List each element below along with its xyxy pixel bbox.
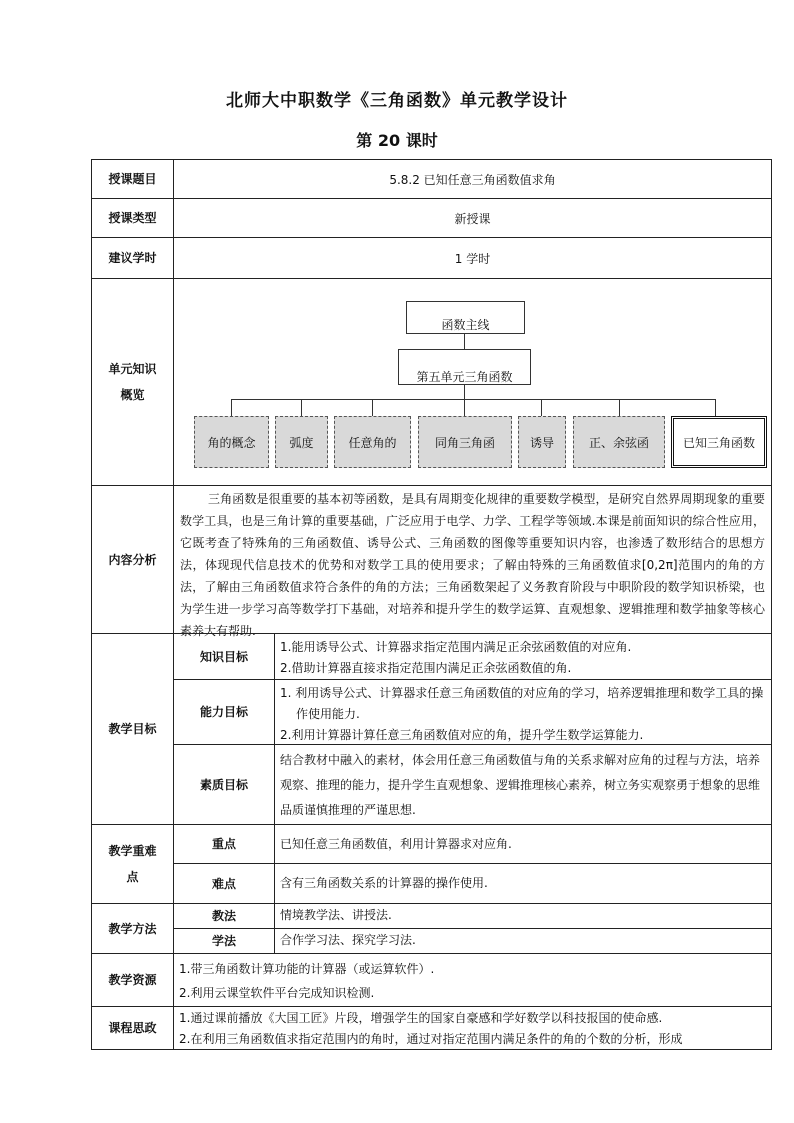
overview-label-text: 单元知识概览 — [108, 362, 157, 402]
knowledge-goal-line: 2.借助计算器直接求指定范围内满足正余弦函数值的角. — [280, 661, 572, 675]
knowledge-goal-label: 知识目标 — [173, 633, 275, 680]
diagram-connector — [541, 399, 542, 416]
resources-label: 教学资源 — [91, 953, 174, 1007]
topic-label: 授课题目 — [91, 159, 174, 199]
diagram-branch-line — [231, 399, 715, 400]
ability-goal-label: 能力目标 — [173, 679, 275, 745]
difficult-point-label: 难点 — [173, 863, 275, 904]
diagram-node: 同角三角函 — [418, 416, 512, 468]
keypoints-label — [91, 824, 174, 904]
diagram-node: 弧度 — [275, 416, 328, 468]
diagram-node-current: 已知三角函数 — [671, 416, 767, 468]
analysis-text: 三角函数是很重要的基本初等函数，是具有周期变化规律的重要数学模型，是研究自然界周期现象的重要数学工具，也是三角计算的重要基础，广泛应用于电学、力学、工程学等领域.本课是前面知识的综合性应用，它既考查了特殊角的三角函数值、诱导公式、三角函数的图像等重要知识内容，也渗透了数形结合的思想方法，体现现代信息技术的优势和对数学工具的使用要求；了解由特殊的三角函数值求[0,2π]范围内的角的方法，了解由三角函数值求符合条件的角的方法；三角函数架起了义务教育阶段与中职阶段的数学知识桥梁，也为学生进一步学习高等数学打下基础，对培养和提升学生的数学运算、直观想象、逻辑推理和数学抽象等核心素养大有帮助. — [173, 485, 772, 634]
ability-goal-line: 2.利用计算器计算任意三角函数值对应的角，提升学生数学运算能力. — [280, 728, 644, 742]
teach-method-text: 情境教学法、讲授法. — [274, 903, 772, 929]
learn-method-text: 合作学习法、探究学习法. — [274, 928, 772, 954]
diagram-node: 任意角的 — [334, 416, 411, 468]
teach-method-label: 教法 — [173, 903, 275, 929]
type-label: 授课类型 — [91, 198, 174, 238]
diagram-node: 诱导 — [518, 416, 566, 468]
diagram-connector — [464, 334, 465, 349]
ability-goal-text — [274, 679, 772, 745]
literacy-goal-label: 素质目标 — [173, 744, 275, 825]
ideology-line: 1.通过课前播放《大国工匠》片段，增强学生的国家自豪感和学好数学以科技报国的使命感. — [179, 1011, 663, 1025]
diagram-unit: 第五单元三角函数 — [398, 349, 531, 385]
knowledge-goal-line: 1.能用诱导公式、计算器求指定范围内满足正余弦函数值的对应角. — [280, 640, 632, 654]
analysis-label: 内容分析 — [91, 485, 174, 634]
key-point-label: 重点 — [173, 824, 275, 864]
ideology-label: 课程思政 — [91, 1006, 174, 1050]
page-title: 北师大中职数学《三角函数》单元教学设计 — [226, 91, 568, 111]
literacy-goal-text: 结合教材中融入的素材，体会用任意三角函数值与角的关系求解对应角的过程与方法，培养观察、推理的能力，提升学生直观想象、逻辑推理核心素养，树立务实观察勇于想象的思维品质谨慎推理的严谨思想. — [274, 744, 772, 825]
diagram-node: 角的概念 — [194, 416, 269, 468]
diagram-connector — [301, 399, 302, 416]
key-point-text: 已知任意三角函数值，利用计算器求对应角. — [274, 824, 772, 864]
knowledge-diagram — [173, 278, 772, 486]
topic-value: 5.8.2 已知任意三角函数值求角 — [173, 159, 772, 199]
diagram-connector — [464, 399, 465, 416]
hours-value: 1 学时 — [173, 237, 772, 279]
hours-label: 建议学时 — [91, 237, 174, 279]
ideology-text — [173, 1006, 772, 1050]
diagram-connector — [372, 399, 373, 416]
type-value: 新授课 — [173, 198, 772, 238]
keypoints-label-text: 教学重难点 — [108, 844, 157, 884]
knowledge-goal-text — [274, 633, 772, 680]
ideology-line: 2.在利用三角函数值求指定范围内的角时，通过对指定范围内满足条件的角的个数的分析，形成 — [179, 1032, 683, 1046]
lesson-number: 第 20 课时 — [356, 131, 438, 150]
diagram-node: 正、余弦函 — [573, 416, 665, 468]
diagram-connector — [464, 385, 465, 399]
learn-method-label: 学法 — [173, 928, 275, 954]
difficult-point-text: 含有三角函数关系的计算器的操作使用. — [274, 863, 772, 904]
ability-goal-line: 1. 利用诱导公式、计算器求任意三角函数值的对应角的学习，培养逻辑推理和数学工具的操作使用能力. — [280, 686, 764, 721]
resources-text — [173, 953, 772, 1007]
diagram-connector — [231, 399, 232, 416]
goals-label: 教学目标 — [91, 633, 174, 825]
overview-label — [91, 278, 174, 486]
diagram-connector — [619, 399, 620, 416]
resources-line: 2.利用云课堂软件平台完成知识检测. — [179, 986, 375, 1000]
resources-line: 1.带三角函数计算功能的计算器（或运算软件）. — [179, 962, 435, 976]
methods-label: 教学方法 — [91, 903, 174, 954]
diagram-root: 函数主线 — [406, 301, 525, 334]
diagram-connector — [715, 399, 716, 416]
